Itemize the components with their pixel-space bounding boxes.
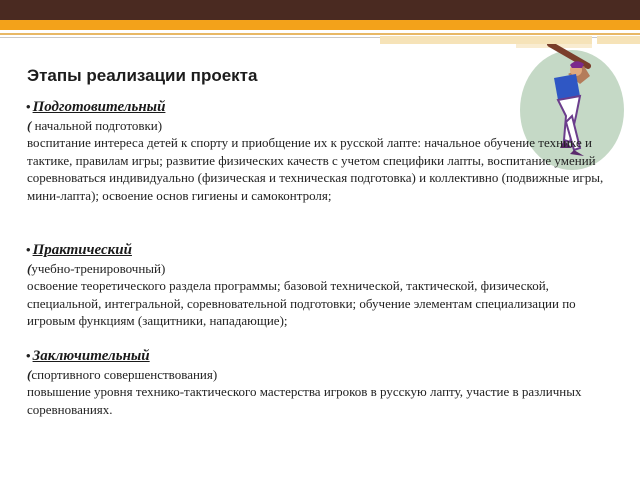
stage-subtitle [27, 366, 607, 384]
paren-open: ( [27, 366, 32, 382]
stage-subtitle-text: начальной подготовки) [31, 117, 163, 133]
stage-subtitle-text: учебно-тренировочный) [31, 260, 166, 276]
paren-open: ( [27, 117, 32, 133]
stage-section [27, 241, 607, 330]
bullet-marker: • [26, 99, 31, 114]
stage-description: повышение уровня технико-тактического мастерства игроков в русскую лапту, участие в различных соревнованиях. [27, 384, 582, 417]
stage-description: воспитание интереса детей к спорту и приобщение их к русской лапте: начальное обучение технике и тактике, правилам игры; развитие физических качеств с учетом специфики лапты, воспитание умений соревноваться индивидуально (физическая и техническая подготовка) и коллективно (подвижные игры, мини-лапта); освоение основ гигиены и самоконтроля; [27, 135, 604, 203]
stage-name: Практический [32, 242, 132, 258]
stage-section [27, 98, 607, 204]
decor-block [380, 36, 592, 44]
paren-open: ( [27, 260, 32, 276]
header-thin-line [0, 33, 640, 35]
bullet-marker: • [26, 242, 31, 257]
stage-heading [26, 241, 607, 260]
stage-name: Заключительный [32, 348, 150, 364]
stage-name: Подготовительный [32, 99, 166, 115]
slide-title: Этапы реализации проекта [27, 66, 258, 85]
header-accent-stripe [0, 20, 640, 30]
stage-heading [26, 98, 607, 117]
stage-description: освоение теоретического раздела программы; базовой технической, тактической, физической, специальной, интегральной, соревновательной подготовки; обучение элементам специализации по игровым функциям (защитники, нападающие); [27, 278, 576, 328]
header-band [0, 0, 640, 20]
stage-heading [26, 347, 607, 366]
stage-section [27, 347, 607, 418]
decor-block [597, 36, 640, 44]
stage-subtitle [27, 260, 607, 278]
stage-subtitle [27, 117, 607, 135]
stage-subtitle-text: спортивного совершенствования) [31, 366, 218, 382]
bullet-marker: • [26, 348, 31, 363]
